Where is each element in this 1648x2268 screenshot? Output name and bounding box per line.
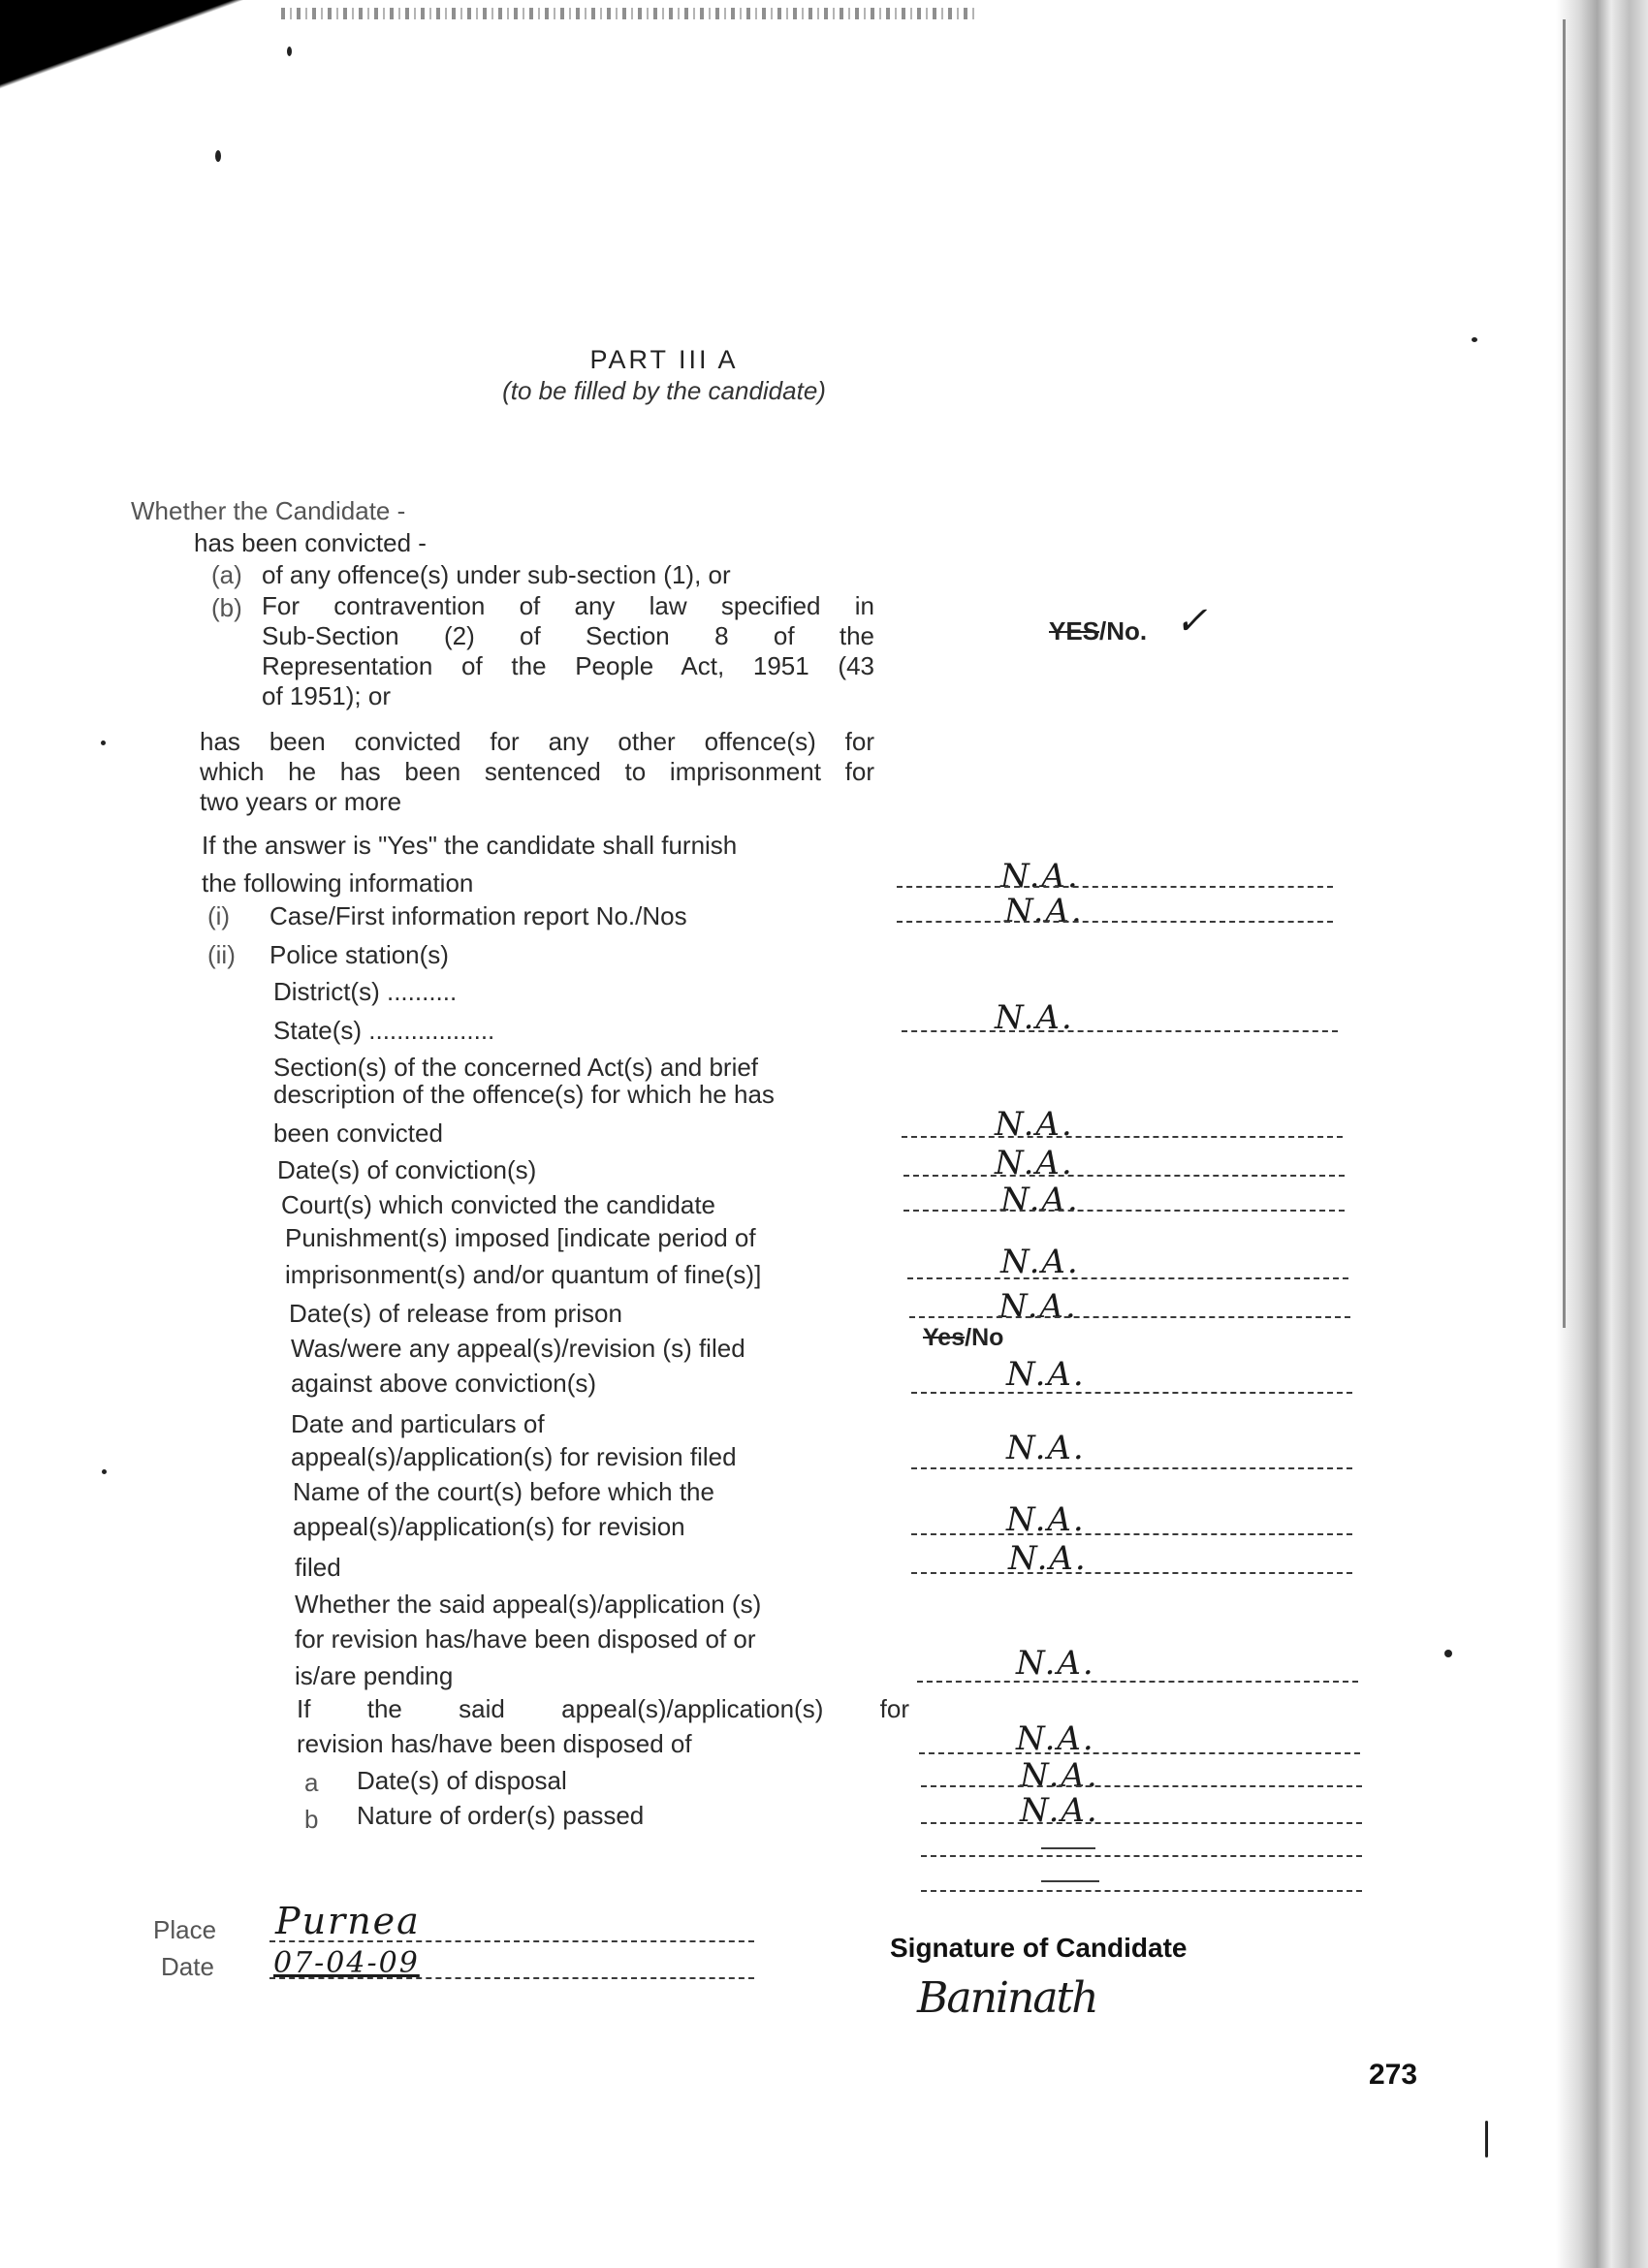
- field-marker: (i): [207, 901, 231, 930]
- scan-speck: [215, 150, 221, 162]
- info-value: N.A.: [1000, 857, 1080, 896]
- clause-b-line: of 1951); or: [262, 681, 391, 710]
- field-label-release: Date(s) of release from prison: [289, 1299, 622, 1328]
- appeal-line: appeal(s)/application(s) for revision: [293, 1512, 685, 1541]
- blank-dash: [1041, 1880, 1099, 1882]
- scan-speck: [1444, 1650, 1452, 1657]
- clause-a-marker: (a): [211, 560, 242, 589]
- fill-line: [911, 1392, 1352, 1394]
- place-label: Place: [153, 1915, 217, 1944]
- fill-line: [903, 1210, 1345, 1212]
- field-label-section: Section(s) of the concerned Act(s) and brief: [273, 1053, 759, 1082]
- field-label-description: description of the offence(s) for which he has: [273, 1080, 775, 1109]
- date-label: Date: [161, 1952, 214, 1981]
- appeal-line: against above conviction(s): [291, 1369, 597, 1398]
- fill-line: [917, 1681, 1358, 1683]
- sub-item-value-disposal: N.A.: [1020, 1756, 1099, 1795]
- appeal-disposed-text: [297, 1694, 909, 1724]
- appeal-line: Date and particulars of: [291, 1409, 545, 1438]
- clause-b-line: Representation of the People Act, 1951 (43: [262, 651, 874, 680]
- fill-line: [902, 1136, 1343, 1138]
- fill-line: [897, 886, 1333, 888]
- if-yes-line: If the answer is "Yes" the candidate shall furnish: [202, 831, 738, 860]
- scan-speck: [1472, 337, 1477, 342]
- field-value-case-number: N.A.: [1004, 892, 1084, 930]
- intro-convicted: has been convicted -: [194, 528, 427, 557]
- clause-b-text: [262, 591, 874, 711]
- fill-line: [911, 1533, 1352, 1535]
- fill-line: [911, 1467, 1352, 1469]
- appeal-line: is/are pending: [295, 1661, 454, 1690]
- field-label-district: District(s) ..........: [273, 977, 458, 1006]
- fill-line: [269, 1940, 754, 1942]
- conviction-answer: [1049, 616, 1147, 646]
- field-label-punishment: Punishment(s) imposed [indicate period of: [285, 1223, 756, 1252]
- appeal-line: appeal(s)/application(s) for revision filed: [291, 1442, 737, 1471]
- answer-yes: YES: [1049, 616, 1100, 646]
- field-label-police-station: Police station(s): [269, 940, 449, 969]
- appeal-line: Was/were any appeal(s)/revision (s) filed: [291, 1334, 745, 1363]
- appeal-value: N.A.: [1006, 1355, 1086, 1394]
- field-label-case-number: Case/First information report No./Nos: [269, 901, 687, 930]
- scan-speck: [102, 1469, 107, 1474]
- appeal-no: No: [971, 1324, 1004, 1351]
- field-value-punishment: N.A.: [1000, 1243, 1080, 1281]
- answer-separator: /: [1099, 616, 1107, 646]
- fill-line: [909, 1316, 1350, 1318]
- field-value-date-conviction: N.A.: [995, 1144, 1074, 1182]
- scan-right-line: [1563, 19, 1566, 1328]
- fill-line: [902, 1030, 1338, 1032]
- appeal-answer: [923, 1324, 1003, 1352]
- appeal-line: If the said appeal(s)/application(s) for: [297, 1694, 909, 1723]
- field-value-state: N.A.: [995, 998, 1074, 1037]
- other-line: which he has been sentenced to imprisonment for: [200, 757, 874, 786]
- appeal-line: revision has/have been disposed of: [297, 1729, 692, 1758]
- clause-b-line: Sub-Section (2) of Section 8 of the: [262, 621, 874, 650]
- field-label-date-conviction: Date(s) of conviction(s): [277, 1155, 537, 1184]
- fill-line: [921, 1890, 1362, 1892]
- field-value-court: N.A.: [1000, 1181, 1080, 1219]
- sub-item-label-disposal: Date(s) of disposal: [357, 1766, 567, 1795]
- appeal-line: Whether the said appeal(s)/application (s): [295, 1590, 762, 1619]
- fill-line: [269, 1977, 754, 1979]
- appeal-value: N.A.: [1008, 1539, 1088, 1578]
- fill-line: [903, 1175, 1345, 1177]
- page-title: PART III A: [589, 345, 739, 374]
- if-yes-line: the following information: [202, 868, 474, 898]
- field-value-release: N.A.: [998, 1287, 1078, 1326]
- intro-whether: Whether the Candidate -: [131, 496, 406, 525]
- fill-line: [921, 1855, 1362, 1857]
- field-label-convicted: been convicted: [273, 1118, 443, 1148]
- sub-item-marker: b: [304, 1805, 319, 1834]
- date-value: 07-04-09: [273, 1946, 420, 1980]
- scan-corner-shadow: [0, 0, 291, 116]
- sub-item-label-order: Nature of order(s) passed: [357, 1801, 645, 1830]
- scan-top-band: [281, 8, 979, 19]
- scan-speck: [287, 47, 292, 56]
- field-label-court: Court(s) which convicted the candidate: [281, 1190, 716, 1219]
- appeal-yes: Yes: [923, 1324, 966, 1351]
- fill-line: [911, 1572, 1352, 1574]
- fill-line: [919, 1752, 1360, 1754]
- sub-item-value-order: N.A.: [1020, 1791, 1099, 1830]
- appeal-value: N.A.: [1006, 1429, 1086, 1467]
- fill-line: [907, 1277, 1348, 1279]
- other-conviction-text: [200, 727, 874, 817]
- appeal-line: Name of the court(s) before which the: [293, 1477, 714, 1506]
- page-number: 273: [1369, 2059, 1418, 2091]
- clause-b-line: For contravention of any law specified in: [262, 591, 874, 620]
- appeal-separator: /: [965, 1324, 972, 1351]
- field-label-state: State(s) ..................: [273, 1016, 495, 1045]
- fill-line: [921, 1822, 1362, 1824]
- appeal-line: for revision has/have been disposed of or: [295, 1624, 756, 1654]
- other-line: two years or more: [200, 787, 402, 816]
- appeal-value: N.A.: [1006, 1500, 1086, 1539]
- other-line: has been convicted for any other offence(s) for: [200, 727, 874, 756]
- appeal-value: N.A.: [1016, 1719, 1095, 1758]
- page-subtitle: (to be filled by the candidate): [502, 376, 826, 405]
- clause-b-marker: (b): [211, 593, 242, 622]
- clause-a-text: of any offence(s) under sub-section (1), or: [262, 560, 731, 589]
- sub-item-marker: a: [304, 1768, 319, 1797]
- scan-right-edge: [1556, 0, 1648, 2268]
- blank-dash: [1041, 1847, 1095, 1849]
- scan-speck: [101, 740, 106, 745]
- appeal-value: N.A.: [1016, 1644, 1095, 1683]
- place-value: Purnea: [275, 1900, 421, 1942]
- field-label-imprisonment: imprisonment(s) and/or quantum of fine(s)]: [285, 1260, 762, 1289]
- answer-no: No.: [1106, 616, 1148, 646]
- fill-line: [921, 1785, 1362, 1787]
- answer-tick: ✓: [1175, 599, 1210, 644]
- appeal-line: filed: [295, 1553, 341, 1582]
- scan-speck: [1485, 2121, 1488, 2158]
- field-marker: (ii): [207, 940, 236, 969]
- fill-line: [897, 921, 1333, 923]
- signature-scrawl: Baninath: [917, 1973, 1097, 2023]
- signature-label: Signature of Candidate: [890, 1933, 1188, 1963]
- field-value-offence: N.A.: [995, 1105, 1074, 1144]
